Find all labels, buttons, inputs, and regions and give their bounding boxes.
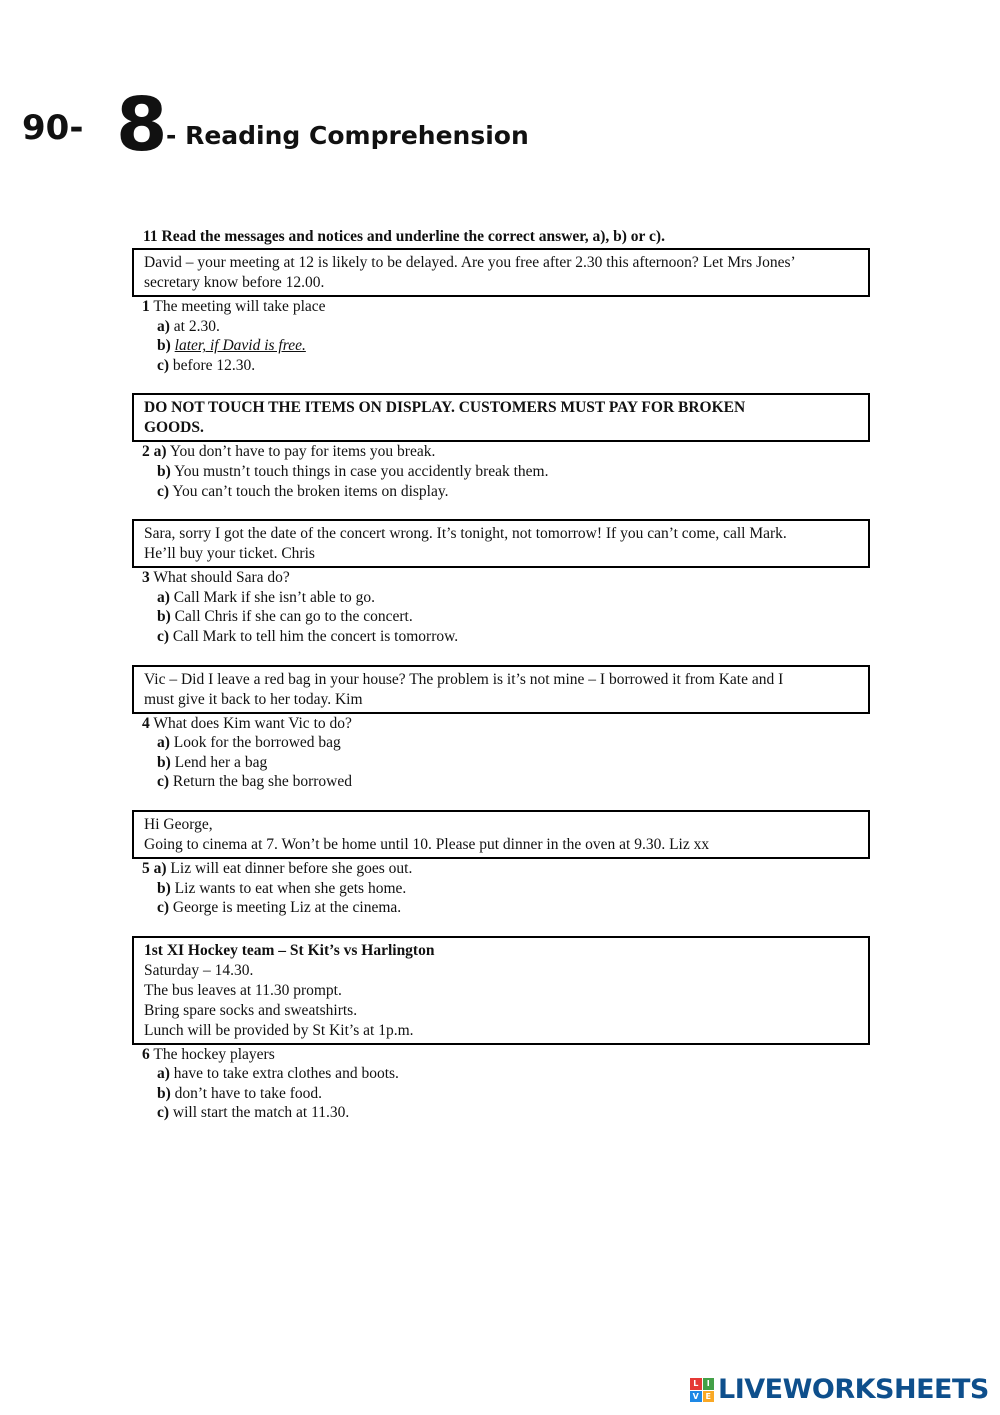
notice-line: Vic – Did I leave a red bag in your house? The problem is it’s not mine – I borrowed it from Kate and I — [144, 670, 784, 688]
notice-line: Saturday – 14.30. — [144, 961, 254, 979]
question — [142, 442, 872, 501]
answer-option[interactable]: c) will start the match at 11.30. — [157, 1104, 350, 1122]
answer-option[interactable]: 5 a) Liz will eat dinner before she goes out. — [142, 859, 413, 877]
notice-line: Hi George, — [144, 815, 213, 833]
answer-option[interactable]: c) Return the bag she borrowed — [157, 773, 352, 791]
unit-number: 8 — [116, 82, 168, 168]
answer-option[interactable]: b) You mustn’t touch things in case you accidently break them. — [157, 462, 549, 480]
question-text: The meeting will take place — [153, 298, 326, 315]
question-text: What does Kim want Vic to do? — [153, 714, 352, 732]
notice-line: Lunch will be provided by St Kit’s at 1p.m. — [144, 1021, 414, 1039]
answer-option[interactable]: 2 a) You don’t have to pay for items you break. — [142, 443, 436, 461]
notice-box — [132, 393, 870, 442]
question-number: 6 — [142, 1045, 150, 1063]
notice-line: GOODS. — [144, 419, 204, 437]
answer-option[interactable]: b) later, if David is free. — [157, 337, 306, 355]
brand-name: LIVEWORKSHEETS — [718, 1374, 989, 1405]
notice-line: The bus leaves at 11.30 prompt. — [144, 981, 342, 999]
notice-box — [132, 519, 870, 568]
notice-line: secretary know before 12.00. — [144, 274, 325, 291]
answer-option[interactable]: c) You can’t touch the broken items on display. — [157, 482, 449, 500]
notice-line: Going to cinema at 7. Won’t be home until 10. Please put dinner in the oven at 9.30. Liz xx — [144, 835, 710, 853]
answer-option[interactable]: b) don’t have to take food. — [157, 1084, 323, 1102]
answer-option[interactable]: c) George is meeting Liz at the cinema. — [157, 899, 402, 917]
answer-option[interactable]: b) Lend her a bag — [157, 753, 268, 771]
question-number: 2 — [142, 443, 150, 461]
answer-option[interactable]: a) Call Mark if she isn’t able to go. — [157, 588, 375, 606]
answer-option[interactable]: c) Call Mark to tell him the concert is tomorrow. — [157, 627, 459, 645]
question-text: What should Sara do? — [153, 569, 290, 587]
question — [142, 1045, 872, 1123]
notice-line: Sara, sorry I got the date of the concert wrong. It’s tonight, not tomorrow! If you can’t come, call Mark. — [144, 525, 787, 543]
question-number: 1 — [142, 298, 150, 315]
question — [142, 859, 872, 918]
page-number: 90- — [22, 108, 84, 148]
worksheet-content — [132, 226, 872, 1123]
question — [142, 714, 872, 792]
notice-box — [132, 248, 870, 297]
notice-line: DO NOT TOUCH THE ITEMS ON DISPLAY. CUSTOMERS MUST PAY FOR BROKEN — [144, 399, 746, 417]
logo-mark-icon: L I V E — [690, 1378, 714, 1402]
answer-option[interactable]: a) at 2.30. — [157, 317, 220, 335]
selected-answer: later, if David is free. — [174, 337, 306, 355]
question-number: 3 — [142, 569, 150, 587]
answer-option[interactable]: b) Call Chris if she can go to the concert. — [157, 608, 413, 626]
answer-option[interactable]: c) before 12.30. — [157, 356, 256, 374]
notice-line: must give it back to her today. Kim — [144, 690, 363, 708]
notice-line: David – your meeting at 12 is likely to be delayed. Are you free after 2.30 this afternoon? Let Mrs Jones’ — [144, 254, 796, 271]
question-number: 4 — [142, 714, 150, 732]
answer-option[interactable]: b) Liz wants to eat when she gets home. — [157, 879, 407, 897]
answer-option[interactable]: a) Look for the borrowed bag — [157, 734, 341, 752]
notice-line: Bring spare socks and sweatshirts. — [144, 1001, 358, 1019]
answer-option[interactable]: a) have to take extra clothes and boots. — [157, 1065, 399, 1083]
notice-box — [132, 936, 870, 1045]
question-text: The hockey players — [153, 1045, 275, 1063]
exercise-instruction: 11 Read the messages and notices and underline the correct answer, a), b) or c). — [143, 228, 665, 245]
page-title: - Reading Comprehension — [166, 121, 529, 150]
question-number: 5 — [142, 859, 150, 877]
notice-line: He’ll buy your ticket. Chris — [144, 545, 315, 563]
notice-box — [132, 810, 870, 859]
question — [142, 568, 872, 646]
question — [142, 297, 872, 375]
notice-heading: 1st XI Hockey team – St Kit’s vs Harlington — [144, 941, 435, 959]
notice-box — [132, 665, 870, 714]
